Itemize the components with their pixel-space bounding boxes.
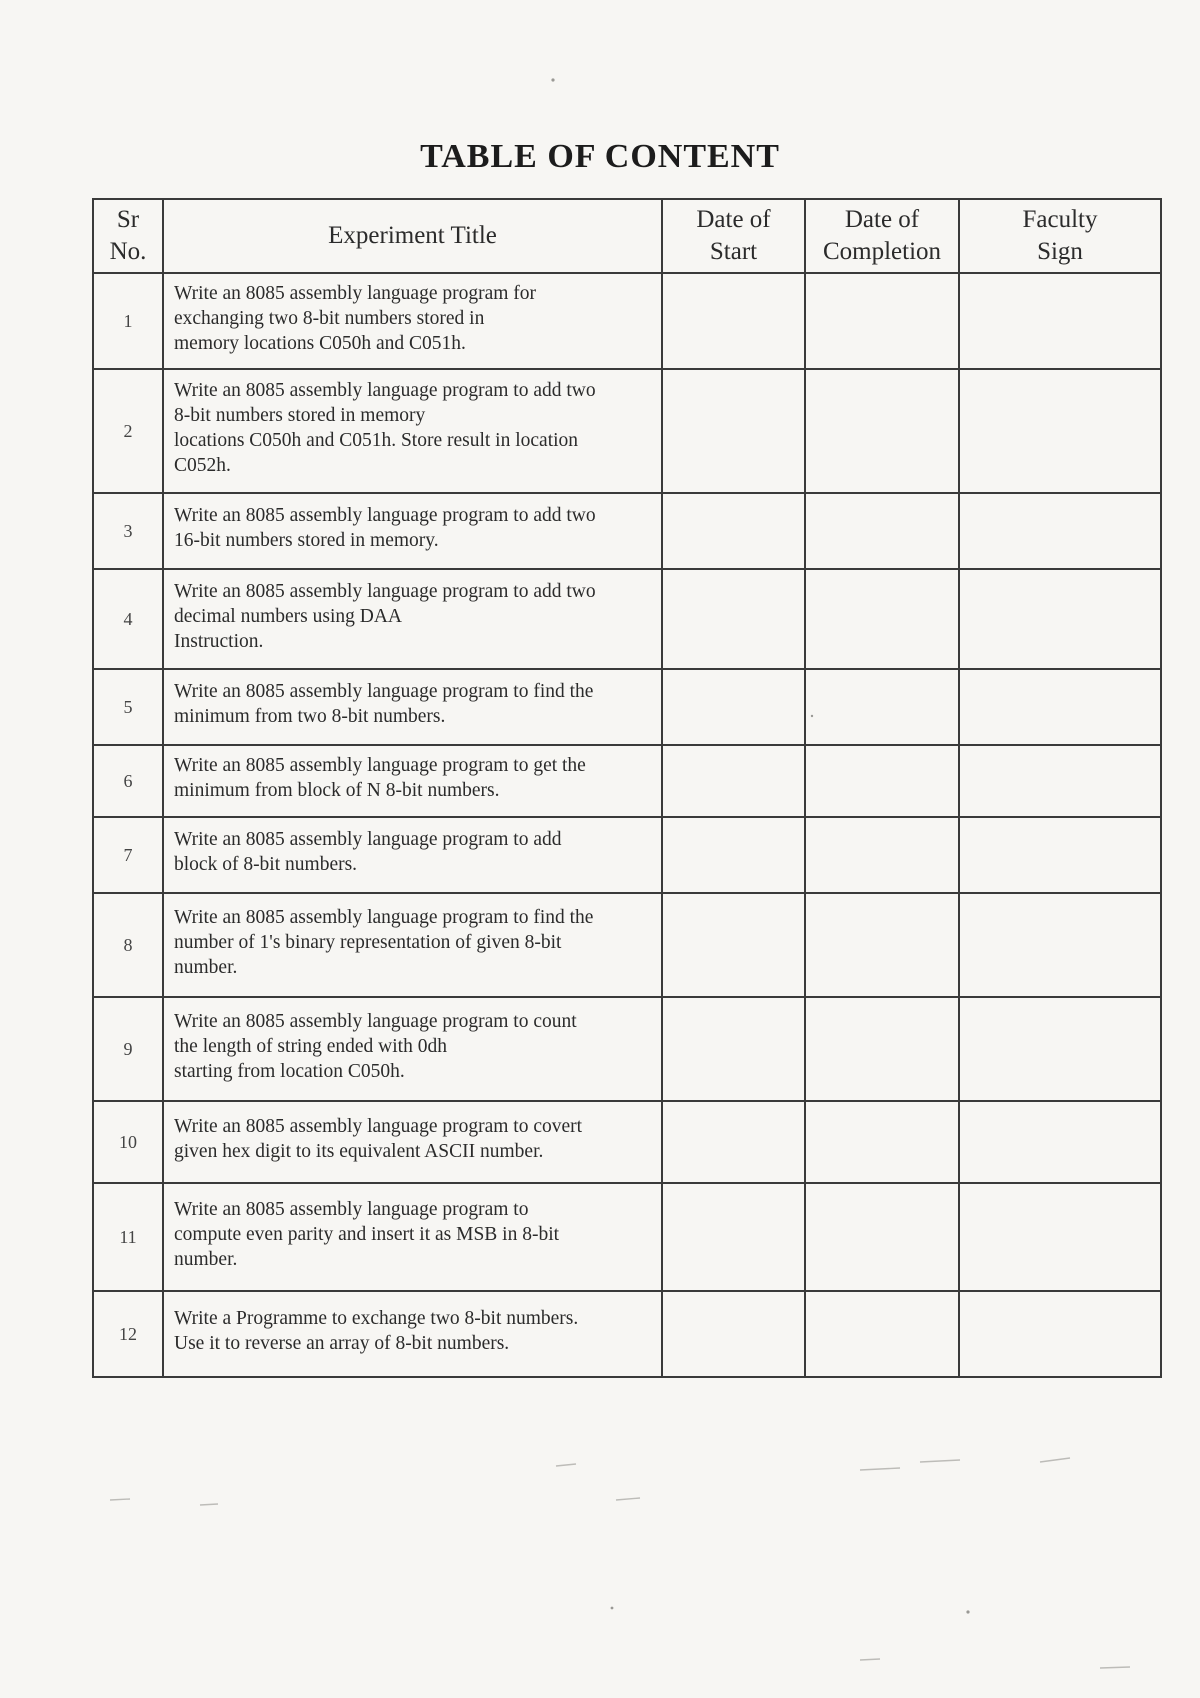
header-start-line-2: Start <box>709 238 758 265</box>
sr-number-cell: 1 <box>93 273 163 369</box>
experiment-title-line: Write an 8085 assembly language program to get the <box>174 755 586 776</box>
experiment-title-line: number. <box>174 956 238 978</box>
experiment-title-line: Write an 8085 assembly language program for <box>174 282 537 304</box>
sr-number-cell: 9 <box>93 997 163 1101</box>
experiment-title-line: given hex digit to its equivalent ASCII number. <box>174 1141 544 1162</box>
experiment-title-line: Use it to reverse an array of 8-bit numbers. <box>174 1333 510 1354</box>
experiment-title-line: Write an 8085 assembly language program to add two <box>174 505 596 526</box>
header-sr-line-1: Sr <box>116 206 140 233</box>
experiment-title-line: Write an 8085 assembly language program to count <box>174 1010 577 1032</box>
experiment-title-line: the length of string ended with 0dh <box>174 1035 447 1057</box>
experiment-title-line: Write an 8085 assembly language program to find the <box>174 906 594 928</box>
experiment-title-line: Write an 8085 assembly language program to add <box>174 829 562 850</box>
experiment-title-line: compute even parity and insert it as MSB in 8-bit <box>174 1223 560 1245</box>
experiment-title-line: Instruction. <box>174 630 264 652</box>
sr-number-cell: 7 <box>93 817 163 893</box>
experiment-title-line: 16-bit numbers stored in memory. <box>174 530 439 551</box>
experiment-title-line: locations C050h and C051h. Store result in location <box>174 430 579 451</box>
experiment-title-line: decimal numbers using DAA <box>174 605 403 627</box>
experiment-title-line: number. <box>174 1248 238 1270</box>
experiment-title-line: Write a Programme to exchange two 8-bit numbers. <box>174 1308 579 1329</box>
sr-number-cell: 8 <box>93 893 163 997</box>
experiment-title-line: block of 8-bit numbers. <box>174 854 358 875</box>
experiment-title-line: Write an 8085 assembly language program to find the <box>174 681 594 702</box>
experiment-title-line: C052h. <box>174 455 231 476</box>
page-title: TABLE OF CONTENT <box>420 138 780 175</box>
experiment-title-line: starting from location C050h. <box>174 1060 405 1082</box>
experiment-title-line: Write an 8085 assembly language program to <box>174 1198 529 1220</box>
experiment-title-line: minimum from block of N 8-bit numbers. <box>174 780 500 801</box>
header-title-text: Experiment Title <box>328 222 497 249</box>
experiment-title-line: number of 1's binary representation of given 8-bit <box>174 931 562 953</box>
experiment-title-line: 8-bit numbers stored in memory <box>174 405 426 426</box>
experiment-title-line: memory locations C050h and C051h. <box>174 332 466 354</box>
sr-number-cell: 12 <box>93 1291 163 1377</box>
header-completion-line-1: Date of <box>844 206 920 233</box>
sr-number-cell: 11 <box>93 1183 163 1291</box>
header-sr-line-2: No. <box>109 238 147 265</box>
header-sign-line-1: Faculty <box>1022 206 1098 233</box>
experiment-title-line: minimum from two 8-bit numbers. <box>174 706 446 727</box>
experiment-title-line: Write an 8085 assembly language program to add two <box>174 380 596 401</box>
sr-number-cell: 6 <box>93 745 163 817</box>
header-start-line-1: Date of <box>696 206 771 233</box>
header-sign-line-2: Sign <box>1037 238 1083 265</box>
experiment-title-line: Write an 8085 assembly language program to covert <box>174 1116 583 1137</box>
sr-number-cell: 5 <box>93 669 163 745</box>
experiment-title-line: exchanging two 8-bit numbers stored in <box>174 307 485 329</box>
experiment-title-line: Write an 8085 assembly language program to add two <box>174 580 596 602</box>
sr-number-cell: 10 <box>93 1101 163 1183</box>
header-completion-line-2: Completion <box>822 238 942 265</box>
sr-number-cell: 4 <box>93 569 163 669</box>
sr-number-cell: 2 <box>93 369 163 493</box>
sr-number-cell: 3 <box>93 493 163 569</box>
